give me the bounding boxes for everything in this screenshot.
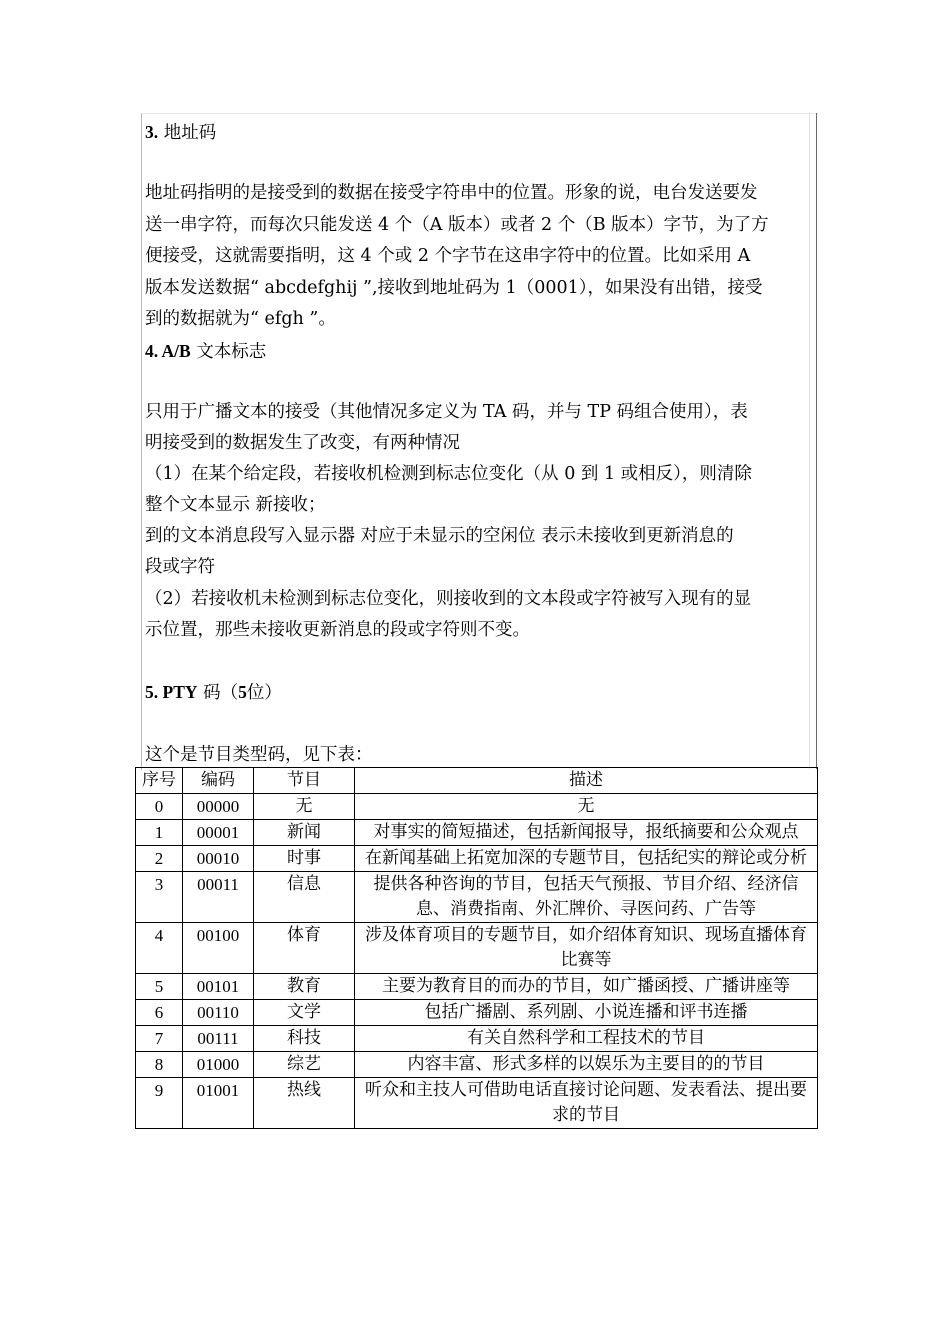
section-5-intro: 这个是节目类型码，见下表： — [145, 745, 373, 765]
section-3-line-5: 到的数据就为“ efgh ”。 — [145, 309, 336, 329]
frame-right-border — [816, 113, 817, 769]
cell-program: 体育 — [254, 923, 355, 974]
section-4-line-2: 明接受到的数据发生了改变，有两种情况 — [145, 433, 460, 453]
header-description: 描述 — [355, 768, 818, 794]
pty-table — [135, 767, 818, 1129]
cell-index: 6 — [136, 1000, 183, 1026]
cell-index: 1 — [136, 820, 183, 846]
table-row — [136, 1052, 818, 1078]
section-3-heading — [145, 117, 216, 150]
section-3-line-4: 版本发送数据“ abcdefghij ”,接收到地址码为 1（0001），如果没有出错，接受 — [145, 278, 763, 298]
table-row — [136, 872, 818, 923]
cell-program: 文学 — [254, 1000, 355, 1026]
table-row — [136, 1078, 818, 1129]
cell-code: 00110 — [183, 1000, 254, 1026]
table-row — [136, 820, 818, 846]
cell-code: 01001 — [183, 1078, 254, 1129]
cell-description: 有关自然科学和工程技术的节目 — [355, 1026, 818, 1052]
section-5-number: 5. PTY — [145, 682, 198, 702]
cell-index: 2 — [136, 846, 183, 872]
cell-code: 01000 — [183, 1052, 254, 1078]
cell-description: 涉及体育项目的专题节目，如介绍体育知识、现场直播体育比赛等 — [355, 923, 818, 974]
cell-code: 00011 — [183, 872, 254, 923]
cell-index: 5 — [136, 974, 183, 1000]
cell-description: 在新闻基础上拓宽加深的专题节目，包括纪实的辩论或分析 — [355, 846, 818, 872]
cell-index: 7 — [136, 1026, 183, 1052]
section-3-title: 地址码 — [163, 123, 217, 143]
section-3-line-2: 送一串字符，而每次只能发送 4 个（A 版本）或者 2 个（B 版本）字节，为了方 — [145, 215, 769, 235]
section-4-line-8: 示位置，那些未接收更新消息的段或字符则不变。 — [145, 620, 530, 640]
cell-index: 9 — [136, 1078, 183, 1129]
cell-index: 0 — [136, 794, 183, 820]
section-3-number: 3. — [145, 122, 159, 142]
cell-description: 对事实的简短描述，包括新闻报导，报纸摘要和公众观点 — [355, 820, 818, 846]
table-row — [136, 923, 818, 974]
cell-code: 00000 — [183, 794, 254, 820]
cell-description: 包括广播剧、系列剧、小说连播和评书连播 — [355, 1000, 818, 1026]
cell-program: 新闻 — [254, 820, 355, 846]
cell-description: 内容丰富、形式多样的以娱乐为主要目的的节目 — [355, 1052, 818, 1078]
cell-description: 主要为教育目的而办的节目，如广播函授、广播讲座等 — [355, 974, 818, 1000]
cell-code: 00001 — [183, 820, 254, 846]
header-index: 序号 — [136, 768, 183, 794]
section-4-line-5: 到的文本消息段写入显示器 对应于未显示的空闲位 表示未接收到更新消息的 — [145, 526, 734, 546]
cell-index: 8 — [136, 1052, 183, 1078]
table-row — [136, 974, 818, 1000]
section-4-line-7: （2）若接收机未检测到标志位变化，则接收到的文本段或字符被写入现有的显 — [145, 589, 752, 609]
table-row — [136, 794, 818, 820]
cell-program: 综艺 — [254, 1052, 355, 1078]
header-code: 编码 — [183, 768, 254, 794]
cell-code: 00100 — [183, 923, 254, 974]
cell-program: 教育 — [254, 974, 355, 1000]
section-5-title-part: 码（ — [203, 683, 239, 703]
cell-code: 00010 — [183, 846, 254, 872]
cell-code: 00111 — [183, 1026, 254, 1052]
table-row — [136, 1026, 818, 1052]
cell-program: 时事 — [254, 846, 355, 872]
table-header-row — [136, 768, 818, 794]
section-4-number: 4. A/B — [145, 341, 191, 361]
header-program: 节目 — [254, 768, 355, 794]
section-5-heading — [145, 677, 282, 710]
section-5-bits: 5 — [238, 682, 247, 702]
cell-description: 听众和主技人可借助电话直接讨论问题、发表看法、提出要求的节目 — [355, 1078, 818, 1129]
table-row — [136, 1000, 818, 1026]
section-4-heading — [145, 336, 266, 369]
section-4-line-1: 只用于广播文本的接受（其他情况多定义为 TA 码，并与 TP 码组合使用），表 — [145, 402, 748, 422]
section-5-title-end: 位） — [246, 683, 282, 703]
cell-program: 科技 — [254, 1026, 355, 1052]
cell-index: 4 — [136, 923, 183, 974]
table-row — [136, 846, 818, 872]
cell-program: 热线 — [254, 1078, 355, 1129]
cell-index: 3 — [136, 872, 183, 923]
section-4-title: 文本标志 — [196, 342, 267, 362]
cell-description: 提供各种咨询的节目，包括天气预报、节目介绍、经济信息、消费指南、外汇牌价、寻医问药、广告等 — [355, 872, 818, 923]
frame-inner-border — [809, 113, 810, 769]
section-4-line-6: 段或字符 — [145, 557, 215, 577]
cell-program: 信息 — [254, 872, 355, 923]
cell-code: 00101 — [183, 974, 254, 1000]
cell-description: 无 — [355, 794, 818, 820]
section-4-line-3: （1）在某个给定段，若接收机检测到标志位变化（从 0 到 1 或相反），则清除 — [145, 464, 752, 484]
section-3-line-1: 地址码指明的是接受到的数据在接受字符串中的位置。形象的说，电台发送要发 — [145, 183, 758, 203]
section-3-line-3: 便接受，这就需要指明，这 4 个或 2 个字节在这串字符中的位置。比如采用 A — [145, 246, 751, 266]
cell-program: 无 — [254, 794, 355, 820]
section-4-line-4: 整个文本显示 新接收； — [145, 495, 326, 515]
